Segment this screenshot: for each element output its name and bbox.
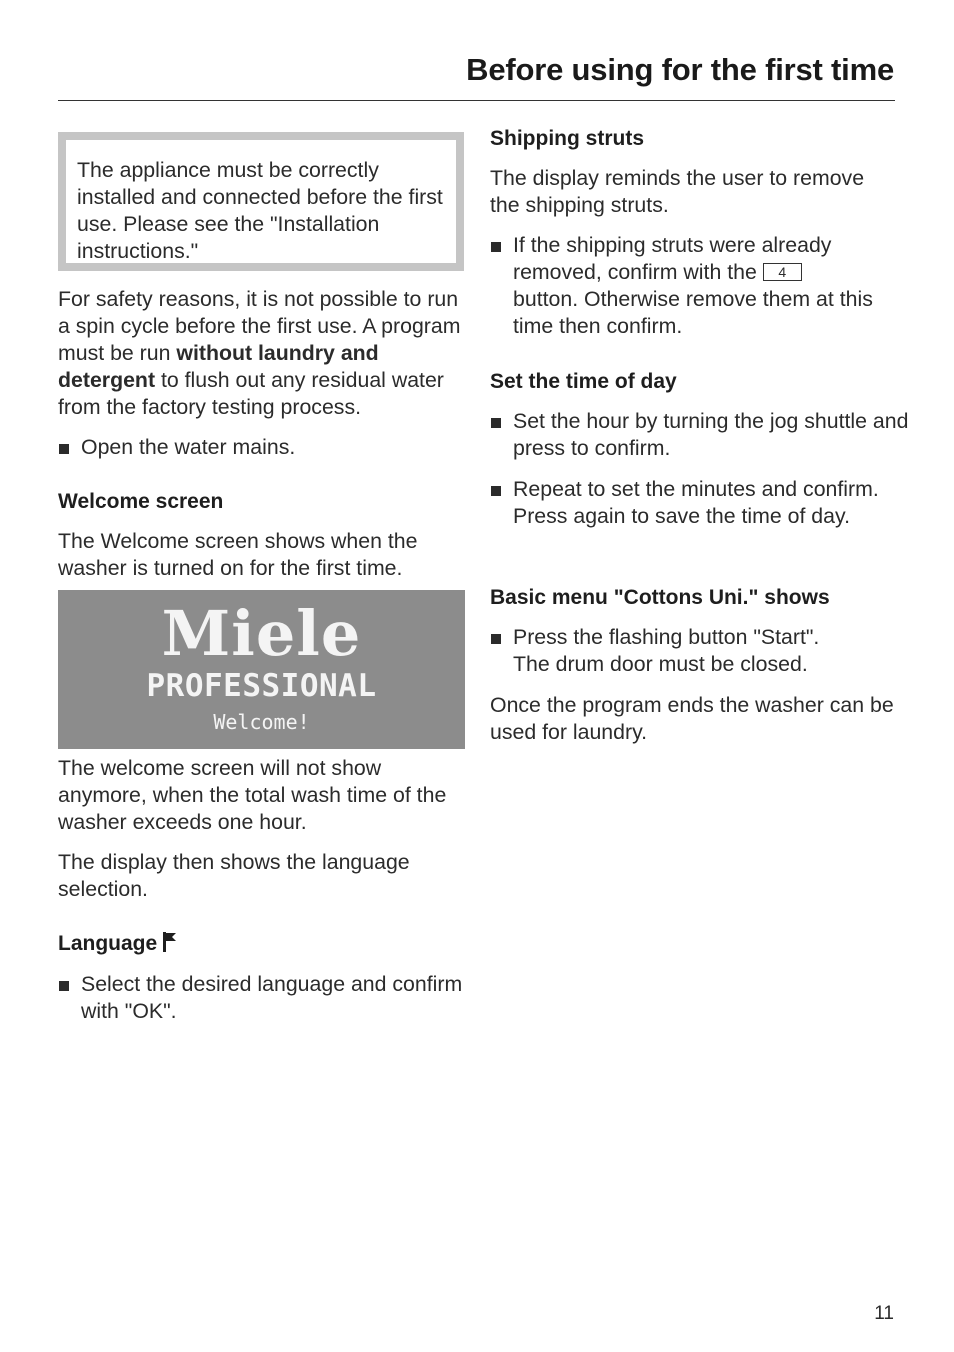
language-step xyxy=(58,971,471,1025)
set-minutes-step xyxy=(490,476,923,530)
language-heading xyxy=(58,930,177,959)
bullet-square-icon xyxy=(491,418,501,428)
title-divider xyxy=(58,100,895,101)
bullet-square-icon xyxy=(59,444,69,454)
key-4-icon: 4 xyxy=(763,263,802,281)
installation-note-box xyxy=(58,132,464,271)
bullet-square-icon xyxy=(491,634,501,644)
start-step xyxy=(490,624,923,678)
welcome-note-text: The welcome screen will not show anymore, when the total wash time of the washer exceeds one hour. xyxy=(58,756,447,834)
bullet-square-icon xyxy=(491,486,501,496)
welcome-screen-text: The Welcome screen shows when the washer is turned on for the first time. xyxy=(58,529,418,580)
start-step-line1: Press the flashing button "Start". xyxy=(513,625,820,649)
welcome-display xyxy=(58,590,465,749)
installation-note-text: The appliance must be correctly installed and connected before the first use. Please see the "Installation instructions." xyxy=(77,158,443,263)
closing-text: Once the program ends the washer can be used for laundry. xyxy=(490,693,894,744)
bullet-square-icon xyxy=(59,981,69,991)
language-selection-note: The display then shows the language selection. xyxy=(58,850,410,901)
miele-logo: Miele xyxy=(161,597,362,670)
set-minutes-text: Repeat to set the minutes and confirm. Press again to save the time of day. xyxy=(513,477,879,528)
welcome-greeting: Welcome! xyxy=(213,710,310,734)
open-mains-text: Open the water mains. xyxy=(81,435,296,459)
open-mains-step xyxy=(58,434,471,461)
page-title: Before using for the first time xyxy=(466,52,894,87)
intro-text-part1: For safety reasons, it is not possible to run a spin cycle before the first use. A program must be run xyxy=(58,287,461,365)
welcome-screen-heading: Welcome screen xyxy=(58,490,224,513)
intro-paragraph xyxy=(58,286,468,421)
language-heading-label: Language xyxy=(58,932,158,955)
page-number: 11 xyxy=(874,1303,894,1324)
bullet-square-icon xyxy=(491,242,501,252)
shipping-struts-text: The display reminds the user to remove the shipping struts. xyxy=(490,166,865,217)
shipping-struts-heading: Shipping struts xyxy=(490,127,644,150)
shipping-struts-step xyxy=(490,232,898,340)
basic-menu-heading: Basic menu "Cottons Uni." shows xyxy=(490,586,830,609)
shipping-step-text-part1: If the shipping struts were already removed, confirm with the xyxy=(513,233,832,284)
time-of-day-heading: Set the time of day xyxy=(490,370,677,393)
shipping-step-text-part2: button. Otherwise remove them at this time then confirm. xyxy=(513,287,873,338)
set-hour-text: Set the hour by turning the jog shuttle and press to confirm. xyxy=(513,409,909,460)
intro-text-part2: to flush out any residual water from the factory testing process. xyxy=(58,368,444,419)
intro-bold-text: without laundry and detergent xyxy=(58,341,379,392)
professional-label: PROFESSIONAL xyxy=(146,668,377,704)
language-step-text: Select the desired language and confirm with "OK". xyxy=(81,972,463,1023)
set-hour-step xyxy=(490,408,923,462)
flag-icon xyxy=(163,932,177,959)
start-step-line2: The drum door must be closed. xyxy=(513,652,808,676)
